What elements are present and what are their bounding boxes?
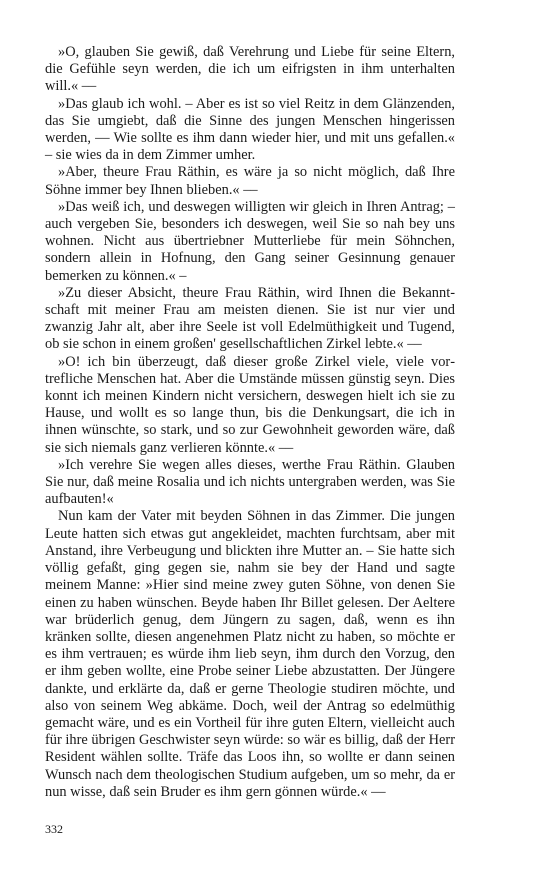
paragraph-7: »Ich verehre Sie wegen alles dieses, werthe Frau Räthin. Glauben Sie nur, daß meine Rosalia und ich nichts untergraben werden, was Sie aufbauten!« [45, 456, 455, 508]
paragraph-3: »Aber, theure Frau Räthin, es wäre ja so nicht möglich, daß Ihre Söhne immer bey Ihnen blieben.« –– [45, 164, 455, 198]
page-number: 332 [45, 822, 63, 836]
paragraph-8: Nun kam der Vater mit beyden Söhnen in das Zimmer. Die jungen Leute hatten sich etwas gut angekleidet, machten furchtsam, aber mit Anstand, ihre Verbeugung und blickten ihre Mutter an. – Sie hatte sich völlig gefaßt, ging gegen sie, nahm sie bey der Hand und sagte meinem Manne: »Hier sind meine zwey guten Söhne, von denen Sie einen zu haben wünschen. Beyde haben Ihr Billet gelesen. Der Aeltere war brüderlich genug, dem Jüngern zu sagen, daß, wenn es ihn kränken sollte, diesen angenehmen Platz nicht zu haben, so möchte er es ihm vertrauen; es würde ihm lieb seyn, ihm durch den Vorzug, den er ihm geben wollte, eine Probe seiner Liebe abzustatten. Der Jüngere dankte, und erklärte da, daß er gerne Theologie studiren möchte, und also von seinem Weg abkäme. Doch, weil der Antrag so edelmüthig gemacht wäre, und es ein Vortheil für ihre guten Eltern, vielleicht auch für ihre übrigen Geschwister seyn würde: so wär es billig, daß der Herr Resident wählen sollte. Träfe das Loos ihn, so wollte er dann seinen Wunsch nach dem theologischen Studium aufgeben, um so mehr, da er nun wisse, daß sein Bruder es ihm gern gönnen würde.« –– [45, 508, 455, 800]
paragraph-2: »Das glaub ich wohl. – Aber es ist so viel Reitz in dem Glänzenden, das Sie umgiebt, daß die Sinne des jungen Menschen hingerissen werden, –– Wie sollte es ihm dann wieder hier, und mit uns gefallen.« – sie wies da in dem Zimmer umher. [45, 95, 455, 164]
body-text [45, 44, 455, 801]
paragraph-5: »Zu dieser Absicht, theure Frau Räthin, wird Ihnen die Bekanntschaft mit meiner Frau am meisten dienen. Sie ist nur vier und zwanzig Jahr alt, aber ihre Seele ist voll Edelmüthigkeit und Tugend, ob sie schon in einem großen' gesellschaftlichen Zirkel lebte.« –– [45, 284, 455, 353]
paragraph-4: »Das weiß ich, und deswegen willigten wir gleich in Ihren Antrag; – auch vergeben Sie, besonders ich deswegen, weil Sie so nah bey uns wohnen. Nicht aus übertriebner Mutterliebe für mein Söhnchen, sondern allein in Hofnung, den Gang seiner Gesinnung genauer bemerken zu können.« – [45, 198, 455, 284]
paragraph-6: »O! ich bin überzeugt, daß dieser große Zirkel viele, viele vortrefliche Menschen hat. Aber die Umstände müssen günstig seyn. Dies konnt ich meinen Kindern nicht versichern, deswegen hielt ich sie zu Hause, und wollt es so lange thun, bis die Denkungsart, die ich in ihnen wünschte, so stark, und so zur Gewohnheit geworden wäre, daß sie sich niemals ganz verlieren könnte.« –– [45, 353, 455, 456]
paragraph-1: »O, glauben Sie gewiß, daß Verehrung und Liebe für seine Eltern, die Gefühle seyn werden, die ich um eifrigsten in ihm unterhalten will.« –– [45, 44, 455, 95]
